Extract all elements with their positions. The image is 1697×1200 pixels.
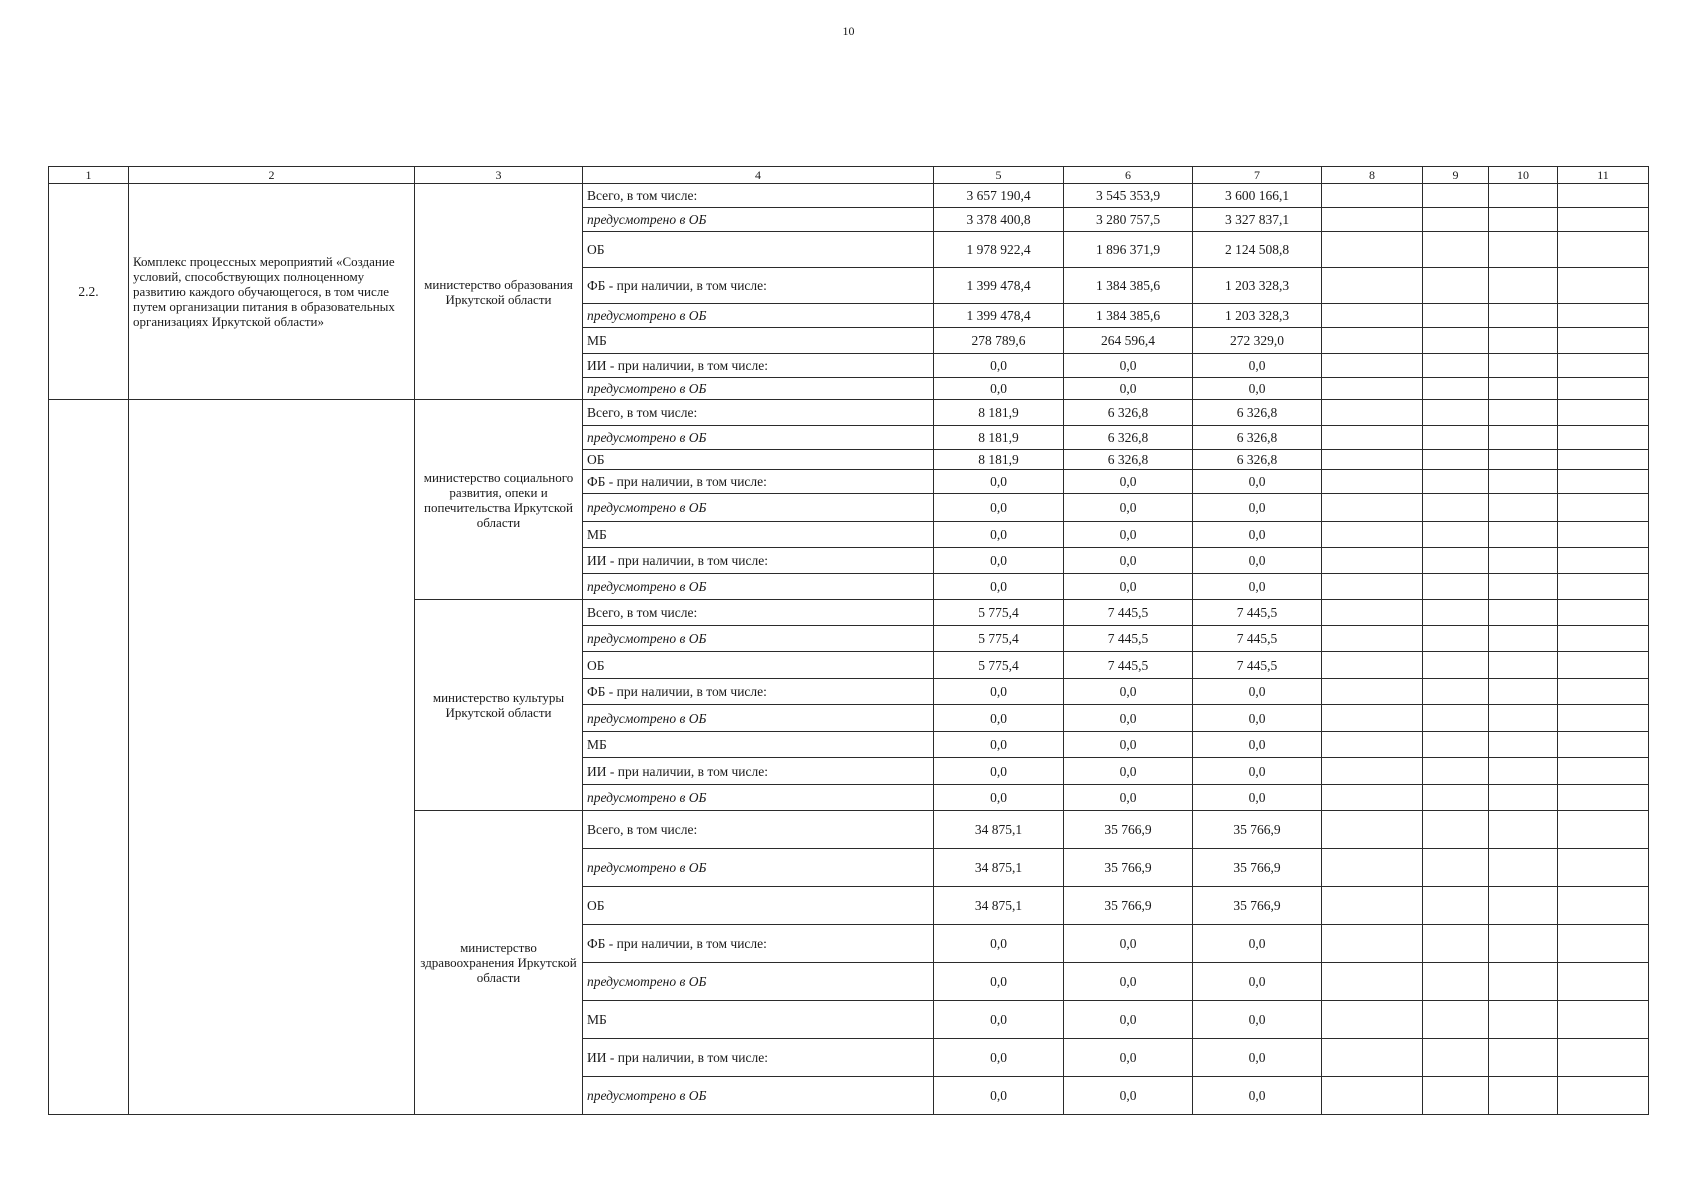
- value-col-7: 2 124 508,8: [1193, 232, 1322, 268]
- value-col-9: [1423, 887, 1489, 925]
- value-col-5: 0,0: [934, 378, 1064, 400]
- value-col-5: 0,0: [934, 522, 1064, 548]
- value-col-7: 0,0: [1193, 378, 1322, 400]
- value-col-9: [1423, 522, 1489, 548]
- value-col-9: [1423, 849, 1489, 887]
- funding-source-label: МБ: [583, 522, 934, 548]
- value-col-9: [1423, 1039, 1489, 1077]
- value-col-5: 0,0: [934, 925, 1064, 963]
- value-col-7: 35 766,9: [1193, 849, 1322, 887]
- funding-source-label: ОБ: [583, 232, 934, 268]
- column-number-row: [49, 167, 1649, 184]
- value-col-5: 8 181,9: [934, 426, 1064, 450]
- executor-cell: министерство культуры Иркутской области: [415, 600, 583, 811]
- value-col-11: [1558, 600, 1649, 626]
- value-col-6: 0,0: [1064, 522, 1193, 548]
- funding-source-label: Всего, в том числе:: [583, 600, 934, 626]
- funding-source-label: Всего, в том числе:: [583, 811, 934, 849]
- value-col-7: 0,0: [1193, 963, 1322, 1001]
- funding-source-label: ОБ: [583, 652, 934, 679]
- value-col-11: [1558, 450, 1649, 470]
- value-col-8: [1322, 574, 1423, 600]
- value-col-11: [1558, 925, 1649, 963]
- value-col-5: 5 775,4: [934, 652, 1064, 679]
- value-col-9: [1423, 184, 1489, 208]
- value-col-9: [1423, 354, 1489, 378]
- value-col-8: [1322, 522, 1423, 548]
- value-col-9: [1423, 732, 1489, 758]
- funding-source-label: МБ: [583, 1001, 934, 1039]
- value-col-11: [1558, 548, 1649, 574]
- value-col-9: [1423, 470, 1489, 494]
- funding-source-label: предусмотрено в ОБ: [583, 378, 934, 400]
- value-col-11: [1558, 758, 1649, 785]
- value-col-7: 1 203 328,3: [1193, 268, 1322, 304]
- value-col-10: [1489, 232, 1558, 268]
- value-col-6: 7 445,5: [1064, 652, 1193, 679]
- value-col-9: [1423, 1001, 1489, 1039]
- value-col-5: 1 978 922,4: [934, 232, 1064, 268]
- funding-source-label: ФБ - при наличии, в том числе:: [583, 268, 934, 304]
- value-col-5: 8 181,9: [934, 400, 1064, 426]
- value-col-7: 7 445,5: [1193, 600, 1322, 626]
- funding-source-label: предусмотрено в ОБ: [583, 494, 934, 522]
- value-col-9: [1423, 494, 1489, 522]
- value-col-10: [1489, 328, 1558, 354]
- value-col-7: 0,0: [1193, 548, 1322, 574]
- value-col-11: [1558, 705, 1649, 732]
- value-col-7: 0,0: [1193, 574, 1322, 600]
- value-col-9: [1423, 925, 1489, 963]
- value-col-11: [1558, 887, 1649, 925]
- value-col-10: [1489, 1077, 1558, 1115]
- value-col-10: [1489, 208, 1558, 232]
- funding-source-label: предусмотрено в ОБ: [583, 208, 934, 232]
- value-col-10: [1489, 705, 1558, 732]
- funding-source-label: ИИ - при наличии, в том числе:: [583, 758, 934, 785]
- funding-source-label: ФБ - при наличии, в том числе:: [583, 470, 934, 494]
- value-col-7: 0,0: [1193, 494, 1322, 522]
- value-col-7: 1 203 328,3: [1193, 304, 1322, 328]
- value-col-10: [1489, 600, 1558, 626]
- value-col-6: 0,0: [1064, 470, 1193, 494]
- value-col-11: [1558, 1001, 1649, 1039]
- value-col-8: [1322, 963, 1423, 1001]
- value-col-9: [1423, 1077, 1489, 1115]
- value-col-9: [1423, 626, 1489, 652]
- value-col-10: [1489, 758, 1558, 785]
- value-col-8: [1322, 732, 1423, 758]
- value-col-7: 0,0: [1193, 705, 1322, 732]
- value-col-10: [1489, 732, 1558, 758]
- funding-source-label: предусмотрено в ОБ: [583, 574, 934, 600]
- funding-source-label: Всего, в том числе:: [583, 184, 934, 208]
- funding-source-label: ОБ: [583, 887, 934, 925]
- value-col-11: [1558, 304, 1649, 328]
- value-col-8: [1322, 208, 1423, 232]
- value-col-8: [1322, 1077, 1423, 1115]
- value-col-9: [1423, 600, 1489, 626]
- value-col-9: [1423, 679, 1489, 705]
- value-col-6: 3 545 353,9: [1064, 184, 1193, 208]
- column-number: 5: [934, 167, 1064, 184]
- value-col-8: [1322, 849, 1423, 887]
- value-col-5: 0,0: [934, 758, 1064, 785]
- funding-source-label: предусмотрено в ОБ: [583, 963, 934, 1001]
- funding-source-label: предусмотрено в ОБ: [583, 626, 934, 652]
- value-col-7: 0,0: [1193, 732, 1322, 758]
- column-number: 10: [1489, 167, 1558, 184]
- value-col-7: 0,0: [1193, 354, 1322, 378]
- value-col-7: 272 329,0: [1193, 328, 1322, 354]
- value-col-11: [1558, 426, 1649, 450]
- value-col-7: 6 326,8: [1193, 426, 1322, 450]
- value-col-5: 0,0: [934, 785, 1064, 811]
- value-col-5: 0,0: [934, 732, 1064, 758]
- value-col-8: [1322, 548, 1423, 574]
- value-col-10: [1489, 400, 1558, 426]
- value-col-5: 34 875,1: [934, 887, 1064, 925]
- value-col-6: 35 766,9: [1064, 887, 1193, 925]
- value-col-9: [1423, 426, 1489, 450]
- column-number: 4: [583, 167, 934, 184]
- value-col-6: 7 445,5: [1064, 600, 1193, 626]
- column-number: 2: [129, 167, 415, 184]
- value-col-10: [1489, 626, 1558, 652]
- value-col-5: 278 789,6: [934, 328, 1064, 354]
- value-col-7: 0,0: [1193, 1039, 1322, 1077]
- value-col-11: [1558, 522, 1649, 548]
- value-col-6: 0,0: [1064, 925, 1193, 963]
- value-col-10: [1489, 354, 1558, 378]
- funding-source-label: Всего, в том числе:: [583, 400, 934, 426]
- value-col-8: [1322, 426, 1423, 450]
- value-col-10: [1489, 652, 1558, 679]
- value-col-6: 0,0: [1064, 494, 1193, 522]
- value-col-6: 0,0: [1064, 1001, 1193, 1039]
- value-col-9: [1423, 811, 1489, 849]
- value-col-8: [1322, 378, 1423, 400]
- value-col-11: [1558, 652, 1649, 679]
- value-col-8: [1322, 811, 1423, 849]
- value-col-6: 0,0: [1064, 1039, 1193, 1077]
- column-number: 7: [1193, 167, 1322, 184]
- value-col-11: [1558, 626, 1649, 652]
- funding-source-label: МБ: [583, 732, 934, 758]
- measure-name-cell: [129, 400, 415, 1115]
- value-col-10: [1489, 849, 1558, 887]
- value-col-9: [1423, 785, 1489, 811]
- value-col-11: [1558, 732, 1649, 758]
- value-col-8: [1322, 268, 1423, 304]
- value-col-5: 1 399 478,4: [934, 268, 1064, 304]
- funding-source-label: ИИ - при наличии, в том числе:: [583, 354, 934, 378]
- value-col-5: 8 181,9: [934, 450, 1064, 470]
- value-col-6: 0,0: [1064, 354, 1193, 378]
- value-col-11: [1558, 494, 1649, 522]
- value-col-6: 0,0: [1064, 378, 1193, 400]
- value-col-8: [1322, 1039, 1423, 1077]
- value-col-5: 0,0: [934, 1039, 1064, 1077]
- value-col-9: [1423, 450, 1489, 470]
- value-col-7: 0,0: [1193, 522, 1322, 548]
- column-number: 6: [1064, 167, 1193, 184]
- column-number: 11: [1558, 167, 1649, 184]
- value-col-8: [1322, 785, 1423, 811]
- value-col-10: [1489, 1001, 1558, 1039]
- value-col-6: 0,0: [1064, 963, 1193, 1001]
- value-col-9: [1423, 705, 1489, 732]
- value-col-6: 7 445,5: [1064, 626, 1193, 652]
- value-col-10: [1489, 574, 1558, 600]
- value-col-8: [1322, 758, 1423, 785]
- value-col-9: [1423, 574, 1489, 600]
- value-col-7: 35 766,9: [1193, 811, 1322, 849]
- value-col-5: 0,0: [934, 548, 1064, 574]
- value-col-6: 0,0: [1064, 1077, 1193, 1115]
- value-col-7: 3 327 837,1: [1193, 208, 1322, 232]
- measure-code-cell: 2.2.: [49, 184, 129, 400]
- funding-source-label: ОБ: [583, 450, 934, 470]
- value-col-8: [1322, 705, 1423, 732]
- value-col-9: [1423, 652, 1489, 679]
- funding-source-label: предусмотрено в ОБ: [583, 849, 934, 887]
- value-col-7: 0,0: [1193, 785, 1322, 811]
- value-col-7: 3 600 166,1: [1193, 184, 1322, 208]
- value-col-7: 0,0: [1193, 925, 1322, 963]
- value-col-9: [1423, 963, 1489, 1001]
- funding-source-label: ФБ - при наличии, в том числе:: [583, 925, 934, 963]
- value-col-11: [1558, 470, 1649, 494]
- value-col-11: [1558, 400, 1649, 426]
- value-col-8: [1322, 304, 1423, 328]
- value-col-5: 0,0: [934, 574, 1064, 600]
- value-col-11: [1558, 811, 1649, 849]
- value-col-11: [1558, 849, 1649, 887]
- value-col-11: [1558, 232, 1649, 268]
- column-number: 1: [49, 167, 129, 184]
- value-col-10: [1489, 470, 1558, 494]
- value-col-10: [1489, 811, 1558, 849]
- value-col-6: 264 596,4: [1064, 328, 1193, 354]
- value-col-9: [1423, 208, 1489, 232]
- value-col-9: [1423, 378, 1489, 400]
- value-col-8: [1322, 1001, 1423, 1039]
- value-col-8: [1322, 887, 1423, 925]
- value-col-11: [1558, 268, 1649, 304]
- funding-source-label: МБ: [583, 328, 934, 354]
- value-col-8: [1322, 600, 1423, 626]
- value-col-6: 1 384 385,6: [1064, 304, 1193, 328]
- page-number: 10: [842, 24, 855, 38]
- value-col-5: 3 657 190,4: [934, 184, 1064, 208]
- value-col-10: [1489, 679, 1558, 705]
- funding-source-label: предусмотрено в ОБ: [583, 785, 934, 811]
- value-col-6: 0,0: [1064, 705, 1193, 732]
- value-col-5: 34 875,1: [934, 849, 1064, 887]
- executor-cell: министерство здравоохранения Иркутской области: [415, 811, 583, 1115]
- value-col-9: [1423, 268, 1489, 304]
- value-col-6: 0,0: [1064, 679, 1193, 705]
- value-col-11: [1558, 184, 1649, 208]
- executor-cell: министерство социального развития, опеки и попечительства Иркутской области: [415, 400, 583, 600]
- value-col-11: [1558, 354, 1649, 378]
- value-col-6: 35 766,9: [1064, 849, 1193, 887]
- column-number: 8: [1322, 167, 1423, 184]
- funding-source-label: предусмотрено в ОБ: [583, 304, 934, 328]
- value-col-7: 0,0: [1193, 1001, 1322, 1039]
- value-col-6: 0,0: [1064, 548, 1193, 574]
- funding-source-label: ИИ - при наличии, в том числе:: [583, 548, 934, 574]
- value-col-6: 6 326,8: [1064, 426, 1193, 450]
- value-col-5: 0,0: [934, 494, 1064, 522]
- value-col-5: 0,0: [934, 354, 1064, 378]
- value-col-6: 0,0: [1064, 732, 1193, 758]
- value-col-10: [1489, 268, 1558, 304]
- value-col-10: [1489, 304, 1558, 328]
- funding-source-label: предусмотрено в ОБ: [583, 426, 934, 450]
- value-col-7: 7 445,5: [1193, 626, 1322, 652]
- value-col-5: 0,0: [934, 1001, 1064, 1039]
- value-col-11: [1558, 208, 1649, 232]
- value-col-5: 5 775,4: [934, 626, 1064, 652]
- value-col-8: [1322, 450, 1423, 470]
- value-col-5: 3 378 400,8: [934, 208, 1064, 232]
- value-col-10: [1489, 548, 1558, 574]
- value-col-7: 7 445,5: [1193, 652, 1322, 679]
- value-col-10: [1489, 925, 1558, 963]
- value-col-6: 3 280 757,5: [1064, 208, 1193, 232]
- value-col-10: [1489, 426, 1558, 450]
- funding-source-label: ИИ - при наличии, в том числе:: [583, 1039, 934, 1077]
- value-col-6: 0,0: [1064, 758, 1193, 785]
- value-col-10: [1489, 378, 1558, 400]
- value-col-5: 34 875,1: [934, 811, 1064, 849]
- value-col-9: [1423, 232, 1489, 268]
- value-col-7: 0,0: [1193, 679, 1322, 705]
- value-col-11: [1558, 1077, 1649, 1115]
- table-row: [49, 184, 1649, 208]
- value-col-8: [1322, 470, 1423, 494]
- value-col-8: [1322, 626, 1423, 652]
- value-col-10: [1489, 963, 1558, 1001]
- value-col-6: 6 326,8: [1064, 400, 1193, 426]
- value-col-10: [1489, 184, 1558, 208]
- value-col-11: [1558, 378, 1649, 400]
- value-col-7: 0,0: [1193, 758, 1322, 785]
- value-col-8: [1322, 232, 1423, 268]
- value-col-7: 6 326,8: [1193, 450, 1322, 470]
- value-col-5: 0,0: [934, 679, 1064, 705]
- value-col-8: [1322, 354, 1423, 378]
- value-col-8: [1322, 652, 1423, 679]
- funding-source-label: предусмотрено в ОБ: [583, 1077, 934, 1115]
- value-col-8: [1322, 400, 1423, 426]
- value-col-7: 35 766,9: [1193, 887, 1322, 925]
- value-col-9: [1423, 328, 1489, 354]
- column-number: 9: [1423, 167, 1489, 184]
- measure-name-cell: Комплекс процессных мероприятий «Создание условий, способствующих полноценному развитию каждого обучающегося, в том числе путем организации питания в образовательных организациях Иркутской области»: [129, 184, 415, 400]
- value-col-10: [1489, 785, 1558, 811]
- value-col-8: [1322, 494, 1423, 522]
- value-col-11: [1558, 679, 1649, 705]
- value-col-9: [1423, 400, 1489, 426]
- value-col-6: 0,0: [1064, 785, 1193, 811]
- value-col-10: [1489, 887, 1558, 925]
- value-col-9: [1423, 758, 1489, 785]
- funding-source-label: предусмотрено в ОБ: [583, 705, 934, 732]
- value-col-7: 0,0: [1193, 470, 1322, 494]
- value-col-11: [1558, 328, 1649, 354]
- value-col-7: 0,0: [1193, 1077, 1322, 1115]
- value-col-8: [1322, 925, 1423, 963]
- column-number: 3: [415, 167, 583, 184]
- value-col-8: [1322, 328, 1423, 354]
- value-col-6: 1 896 371,9: [1064, 232, 1193, 268]
- table-row: [49, 400, 1649, 426]
- value-col-5: 5 775,4: [934, 600, 1064, 626]
- value-col-5: 0,0: [934, 470, 1064, 494]
- value-col-10: [1489, 450, 1558, 470]
- value-col-5: 0,0: [934, 705, 1064, 732]
- executor-cell: министерство образования Иркутской области: [415, 184, 583, 400]
- value-col-9: [1423, 548, 1489, 574]
- value-col-9: [1423, 304, 1489, 328]
- value-col-10: [1489, 494, 1558, 522]
- value-col-11: [1558, 574, 1649, 600]
- budget-table: [48, 166, 1649, 1115]
- value-col-6: 0,0: [1064, 574, 1193, 600]
- value-col-10: [1489, 1039, 1558, 1077]
- value-col-11: [1558, 963, 1649, 1001]
- measure-code-cell: [49, 400, 129, 1115]
- value-col-6: 1 384 385,6: [1064, 268, 1193, 304]
- value-col-8: [1322, 679, 1423, 705]
- value-col-6: 6 326,8: [1064, 450, 1193, 470]
- funding-source-label: ФБ - при наличии, в том числе:: [583, 679, 934, 705]
- value-col-5: 1 399 478,4: [934, 304, 1064, 328]
- value-col-5: 0,0: [934, 963, 1064, 1001]
- table-body: [49, 167, 1649, 1115]
- value-col-11: [1558, 785, 1649, 811]
- value-col-10: [1489, 522, 1558, 548]
- value-col-8: [1322, 184, 1423, 208]
- value-col-7: 6 326,8: [1193, 400, 1322, 426]
- value-col-5: 0,0: [934, 1077, 1064, 1115]
- value-col-6: 35 766,9: [1064, 811, 1193, 849]
- value-col-11: [1558, 1039, 1649, 1077]
